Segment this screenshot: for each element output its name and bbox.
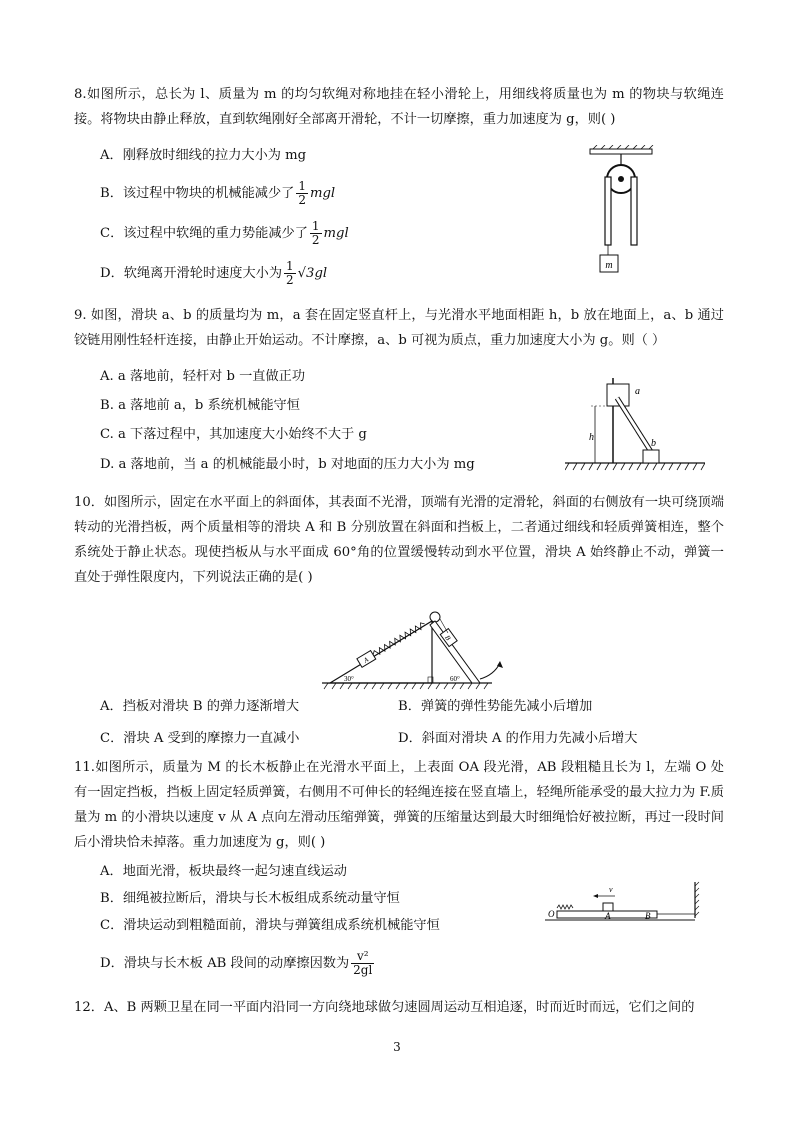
q10-angle-60: 60° [450, 675, 460, 683]
q11-label-a: A [605, 911, 611, 921]
fraction: $\frac{1}{2}$ [298, 179, 306, 207]
q8-block-label: m [605, 260, 613, 271]
q10-incline-figure [322, 607, 512, 692]
q11-label-v: v [609, 885, 613, 894]
q9-option-a: A. a 落地前，轻杆对 b 一直做正功 [100, 369, 306, 384]
q11-label-b: B [645, 911, 651, 921]
fraction: $\frac{1}{2}$ [286, 259, 294, 287]
q10-label-a: A [362, 655, 370, 665]
fraction: $\frac{1}{2}$ [311, 219, 320, 247]
q10-stem: 10．如图所示，固定在水平面上的斜面体，其表面不光滑，顶端有光滑的定滑轮，斜面的右侧放有一块可绕顶端转动的光滑挡板，两个质量相等的滑块 A 和 B 分别放置在斜面和挡板上，二者通过细线和轻质弹簧相连，整个系统处于静止状态。现使挡板从与水平面成 60°角的位置缓慢转动到水平位置，滑块 A 始终静止不动，弹簧一直处于弹性限度内，下列说法正确的是( ) [74, 495, 724, 585]
q11-label-o: O [548, 909, 555, 919]
q10-angle-30: 30° [344, 675, 354, 683]
q10-option-d: D．斜面对滑块 A 的作用力先减小后增大 [398, 731, 638, 746]
q9-option-b: B. a 落地前 a，b 系统机械能守恒 [100, 398, 300, 413]
q11-stem: 11.如图所示，质量为 M 的长木板静止在光滑水平面上，上表面 OA 段光滑，AB 段粗糙且长为 l，左端 O 处有一固定挡板，挡板上固定轻质弹簧，右侧用不可伸长的轻绳连接在竖直墙上，轻绳所能承受的最大拉力为 F.质量为 m 的小滑块以速度 v 从 A 点向左滑动压缩弹簧，弹簧的压缩量达到最大时细绳恰好被拉断，再过一段时间后小滑块恰未掉落。重力加速度为 g，则( ) [74, 760, 724, 850]
q10-label-b: B [443, 633, 453, 642]
q11-option-d: D．滑块与长木板 AB 段间的动摩擦因数为 $\frac{\text{v²}}{2gl}$ [100, 949, 373, 977]
q9-rod-figure [565, 378, 705, 478]
q9-label-h: h [589, 432, 594, 443]
q11-option-c: C．滑块运动到粗糙面前，滑块与弹簧组成系统机械能守恒 [100, 918, 440, 933]
q11-option-a: A．地面光滑，板块最终一起匀速直线运动 [100, 864, 347, 879]
fraction: $\frac{\text{v²}}{2gl}$ [353, 949, 373, 977]
q11-board-figure [545, 878, 700, 926]
q9-option-d: D. a 落地前，当 a 的机械能最小时，b 对地面的压力大小为 mg [100, 457, 475, 472]
q8-option-a: A．刚释放时细线的拉力大小为 mg [100, 148, 307, 163]
q9-label-b: b [651, 438, 656, 449]
q8-option-c: C．该过程中软绳的重力势能减少了 $\frac{1}{2}$ mgl [100, 219, 349, 247]
q10-option-a: A．挡板对滑块 B 的弹力逐渐增大 [100, 699, 300, 714]
q9-label-a: a [635, 386, 640, 397]
q8-stem: 8.如图所示，总长为 l、质量为 m 的均匀软绳对称地挂在轻小滑轮上，用细线将质量也为 m 的物块与软绳连接。将物块由静止释放，直到软绳刚好全部离开滑轮，不计一切摩擦，重力加速度为 g，则( ) [74, 87, 724, 127]
q9-option-c: C. a 下落过程中，其加速度大小始终不大于 g [100, 427, 367, 442]
q10-option-c: C．滑块 A 受到的摩擦力一直减小 [100, 731, 300, 746]
q8-option-b: B．该过程中物块的机械能减少了 $\frac{1}{2}$ mgl [100, 179, 336, 207]
q10-option-b: B．弹簧的弹性势能先减小后增加 [398, 699, 593, 714]
q9-stem: 9. 如图，滑块 a、b 的质量均为 m，a 套在固定竖直杆上，与光滑水平地面相距 h，b 放在地面上，a、b 通过铰链用刚性轻杆连接，由静止开始运动。不计摩擦，a、b 可视为质点，重力加速度大小为 g。则（ ） [74, 308, 724, 348]
q12-stem: 12．A、B 两颗卫星在同一平面内沿同一方向绕地球做匀速圆周运动互相追逐，时而近时而远，它们之间的 [74, 1000, 695, 1015]
q8-option-d: D．软绳离开滑轮时速度大小为 $\frac{1}{2}$ √3gl [100, 259, 328, 287]
page-number: 3 [393, 1040, 401, 1054]
q8-pulley-figure [585, 145, 665, 275]
q11-option-b: B．细绳被拉断后，滑块与长木板组成系统动量守恒 [100, 891, 400, 906]
